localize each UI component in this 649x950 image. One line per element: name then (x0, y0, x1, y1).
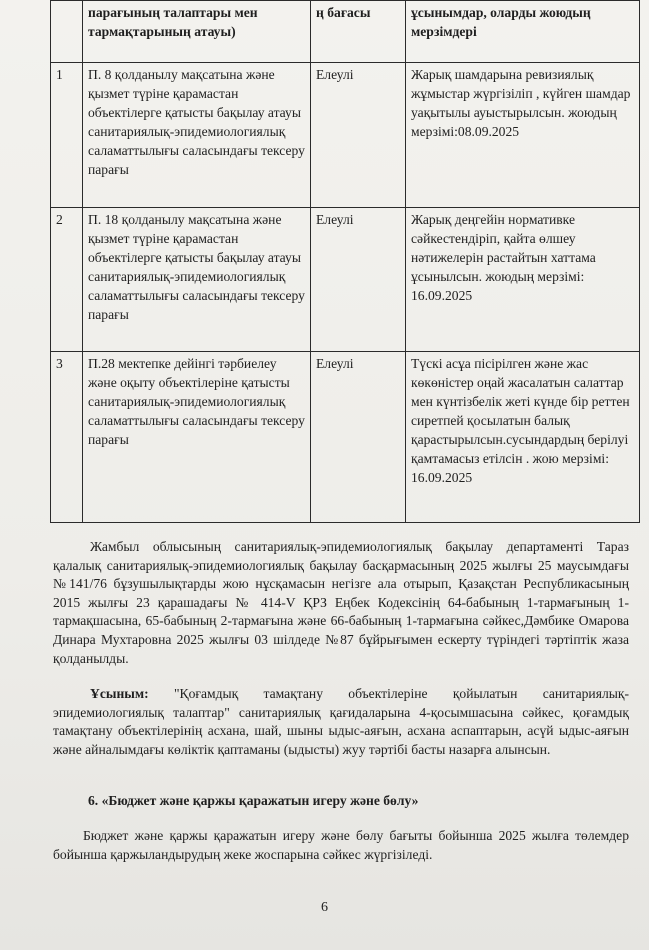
row-rating: Елеулі (311, 352, 406, 523)
recommendation-label: Ұсыным: (90, 686, 149, 701)
row-item: П.28 мектепке дейінгі тәрбиелеу және оқыту объектілеріне қатысты санитариялық-эпидемиологиялық саламаттылығы саласындағы тексеру парағы (83, 352, 311, 523)
disciplinary-paragraph: Жамбыл облысының санитариялық-эпидемиологиялық бақылау департаменті Тараз қалалық санитариялық-эпидемиологиялық бақылау басқармасының 2025 жылғы 25 маусымдағы №141/76 бұзушылықтарды жою нұсқамасын негізге ала отырып, Қазақстан Республикасының 2015 жылғы 23 қарашадағы № 414-V ҚРЗ Еңбек Кодексінің 64-бабының 1-тармағының 1-тармақшасына, 65-бабының 2-тармағына және 66-бабының 1-тармағына сәйкес,Дәмбике Омарова Динара Мухтаровна 2025 жылғы 03 шілдеде №87 бұйрығымен ескерту түріндегі тәртіптік жаза қолданылды. (53, 539, 629, 666)
header-cell-item: парағының талаптары мен тармақтарының атауы) (83, 1, 311, 63)
table-row (51, 352, 640, 523)
header-cell-rating: ң бағасы (311, 1, 406, 63)
header-cell-recommendation: ұсынымдар, оларды жоюдың мерзімдері (406, 1, 640, 63)
recommendation-text: "Қоғамдық тамақтану объектілеріне қойылатын санитариялық-эпидемиологиялық талаптар" санитариялық қағидаларына 4-қосымшасына сәйкес, қоғамдық тамақтану объектілерінің асхана, шай, шыны ыдыс-аяғын, асхана аспаптарын, асүй ыдыс-аяғын және айналымдағы көліктік қаптаманы (ыдысты) жуу тәртібі басты назарға алынсын. (53, 686, 629, 757)
row-number: 1 (51, 63, 83, 208)
budget-paragraph: Бюджет және қаржы қаражатын игеру және бөлу бағыты бойынша 2025 жылға төлемдер бойынша қаржыландырудың жеке жоспарына сәйкес жүргізіледі. (53, 828, 629, 862)
row-item: П. 8 қолданылу мақсатына және қызмет түріне қарамастан объектілерге қатысты бақылау атауы санитариялық-эпидемиологиялық саламаттылығы саласындағы тексеру парағы (83, 63, 311, 208)
row-number: 3 (51, 352, 83, 523)
table-row (51, 63, 640, 208)
inspection-table (50, 0, 640, 523)
header-cell-num (51, 1, 83, 63)
table-header-row (51, 1, 640, 63)
table-row (51, 208, 640, 352)
row-rating: Елеулі (311, 208, 406, 352)
section-heading: 6. «Бюджет және қаржы қаражатын игеру және бөлу» (88, 793, 419, 808)
recommendation-paragraph (53, 685, 629, 759)
row-item: П. 18 қолданылу мақсатына және қызмет түріне қарамастан объектілерге қатысты бақылау атауы санитариялық-эпидемиологиялық саламаттылығы саласындағы тексеру парағы (83, 208, 311, 352)
page-number: 6 (321, 900, 328, 915)
row-recommendation: Жарық деңгейін нормативке сәйкестендіріп, қайта өлшеу нәтижелерін растайтын хаттама ұсынылсын. жоюдың мерзімі: 16.09.2025 (406, 208, 640, 352)
row-recommendation: Жарық шамдарына ревизиялық жұмыстар жүргізіліп , күйген шамдар уақытылы ауыстырылсын. жоюдың мерзімі:08.09.2025 (406, 63, 640, 208)
row-recommendation: Түскі асұа пісірілген және жас көкөністер оңай жасалатын салаттар мен күнтізбелік жеті күнде бір реттен сиретпей қосылатын балық қарастырылсын.сусындардың берілуі қамтамасыз етілсін . жою мерзімі: 16.09.2025 (406, 352, 640, 523)
row-rating: Елеулі (311, 63, 406, 208)
row-number: 2 (51, 208, 83, 352)
